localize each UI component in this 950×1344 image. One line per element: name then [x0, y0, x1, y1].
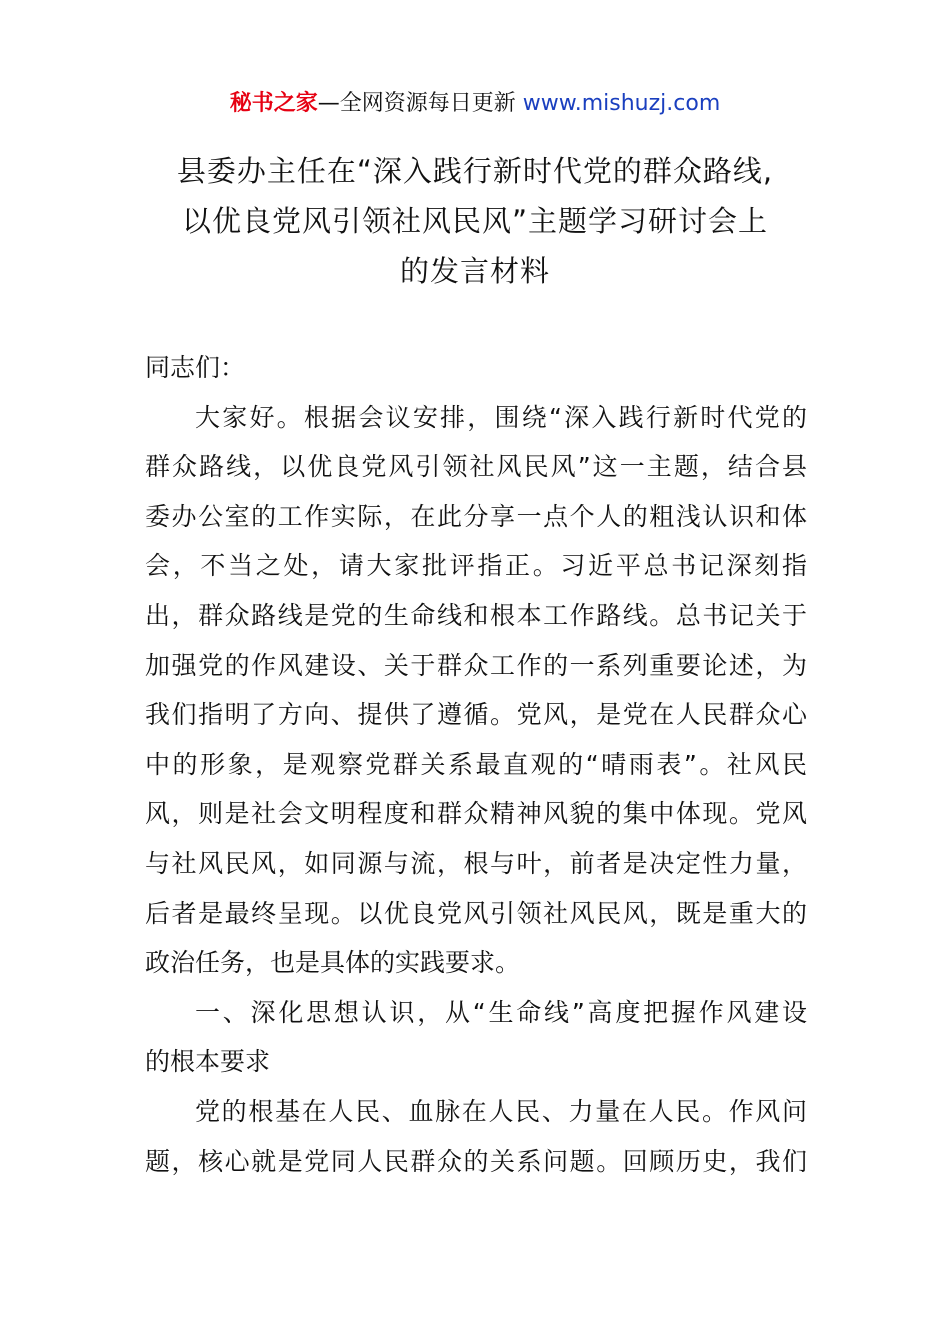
paragraph-section-1	[145, 1087, 807, 1186]
paragraph-line: 加强党的作风建设、关于群众工作的一系列重要论述，为	[145, 650, 807, 680]
paragraph-line: 党的根基在人民、血脉在人民、力量在人民。作风问	[195, 1096, 807, 1126]
heading-line: 的根本要求	[145, 1047, 271, 1077]
paragraph-line: 大家好。根据会议安排，围绕“深入践行新时代党的	[195, 402, 807, 432]
paragraph-line: 群众路线，以优良党风引领社风民风”这一主题，结合县	[145, 452, 807, 482]
site-header	[0, 88, 950, 120]
paragraph-line: 与社风民风，如同源与流，根与叶，前者是决定性力量，	[145, 848, 807, 878]
paragraph-line: 委办公室的工作实际，在此分享一点个人的粗浅认识和体	[145, 501, 807, 531]
site-tagline: —全网资源每日更新	[317, 91, 516, 116]
paragraph-line: 后者是最终呈现。以优良党风引领社风民风，既是重大的	[145, 898, 807, 928]
heading-line: 一、深化思想认识，从“生命线”高度把握作风建设	[195, 997, 807, 1027]
site-brand: 秘书之家	[229, 91, 318, 116]
paragraph-line: 题，核心就是党同人民群众的关系问题。回顾历史，我们	[145, 1146, 807, 1176]
document-body	[145, 343, 807, 1186]
paragraph-line: 会，不当之处，请大家批评指正。习近平总书记深刻指	[145, 551, 807, 581]
salutation: 同志们：	[145, 353, 246, 382]
site-url-link[interactable]: www.mishuzj.com	[522, 91, 721, 116]
section-heading-1	[145, 988, 807, 1087]
paragraph-line: 风，则是社会文明程度和群众精神风貌的集中体现。党风	[145, 799, 807, 829]
title-line: 的发言材料	[399, 254, 550, 288]
paragraph-intro	[145, 393, 807, 988]
title-line: 以优良党风引领社风民风”主题学习研讨会上	[181, 204, 769, 238]
paragraph-line: 中的形象，是观察党群关系最直观的“晴雨表”。社风民	[145, 749, 807, 779]
paragraph-line: 政治任务，也是具体的实践要求。	[145, 948, 521, 978]
title-line: 县委办主任在“深入践行新时代党的群众路线,	[176, 154, 774, 188]
document-title	[120, 146, 830, 296]
paragraph-line: 我们指明了方向、提供了遵循。党风，是党在人民群众心	[145, 700, 807, 730]
paragraph-line: 出，群众路线是党的生命线和根本工作路线。总书记关于	[145, 600, 807, 630]
